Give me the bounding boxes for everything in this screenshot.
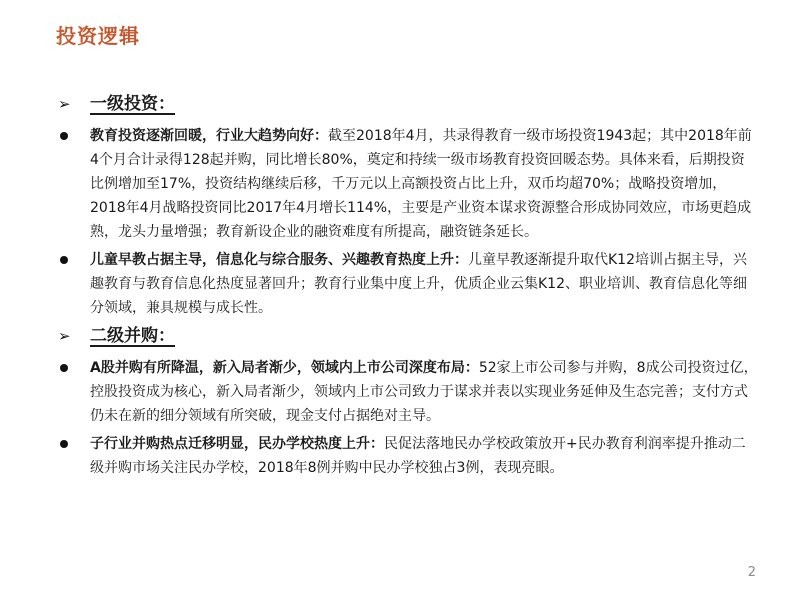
content-body [58, 92, 758, 484]
bullet-dot-icon [60, 132, 68, 140]
item-text: 截至2018年4月，共录得教育一级市场投资1943起；其中2018年前4个月合计录得128起并购，同比增长80%，奠定和持续一级市场教育投资回暖态势。具体来看，后期投资比例增加至17%，投资结构继续后移，千万元以上高额投资占比上升，双币均超70%；战略投资增加，2018年4月战略投资同比2017年4月增长114%，主要是产业资本谋求资源整合形成协同效应，市场更趋成熟，龙头力量增强；教育新设企业的融资难度有所提高，融资链条延长。 [90, 128, 752, 240]
section-heading-primary-investment [58, 92, 758, 120]
item-bold-lead: A股并购有所降温，新入局者渐少，领域内上市公司深度布局： [90, 360, 479, 376]
list-item [58, 248, 758, 320]
bullet-dot-icon [60, 440, 68, 448]
item-bold-lead: 子行业并购热点迁移明显，民办学校热度上升： [90, 436, 384, 452]
bullet-dot-icon [60, 256, 68, 264]
section-heading-text: 二级并购： [90, 326, 175, 346]
item-text: 52家上市公司参与并购，8成公司投资过亿，控股投资成为核心，新入局者渐少，领域内上市公司致力于谋求并表以实现业务延伸及生态完善；支付方式仍未在新的细分领域有所突破，现金支付占据绝对主导。 [90, 360, 758, 424]
section-heading-secondary-mna [58, 324, 758, 352]
list-item [58, 124, 758, 244]
page-number: 2 [747, 565, 756, 580]
item-text: 儿童早教逐渐提升取代K12培训占据主导，兴趣教育与教育信息化热度显著回升；教育行业集中度上升，优质企业云集K12、职业培训、教育信息化等细分领域，兼具规模与成长性。 [90, 252, 747, 316]
arrow-bullet-icon: ➢ [58, 327, 71, 345]
item-bold-lead: 儿童早教占据主导，信息化与综合服务、兴趣教育热度上升： [90, 252, 468, 268]
page-title: 投资逻辑 [56, 24, 140, 48]
arrow-bullet-icon: ➢ [58, 95, 71, 113]
section-heading-text: 一级投资： [90, 94, 175, 114]
bullet-dot-icon [60, 364, 68, 372]
item-text: 民促法落地民办学校政策放开+民办教育利润率提升推动二级并购市场关注民办学校，2018年8例并购中民办学校独占3例，表现亮眼。 [90, 436, 746, 476]
list-item [58, 356, 758, 428]
list-item [58, 432, 758, 480]
item-bold-lead: 教育投资逐渐回暖，行业大趋势向好： [90, 128, 328, 144]
